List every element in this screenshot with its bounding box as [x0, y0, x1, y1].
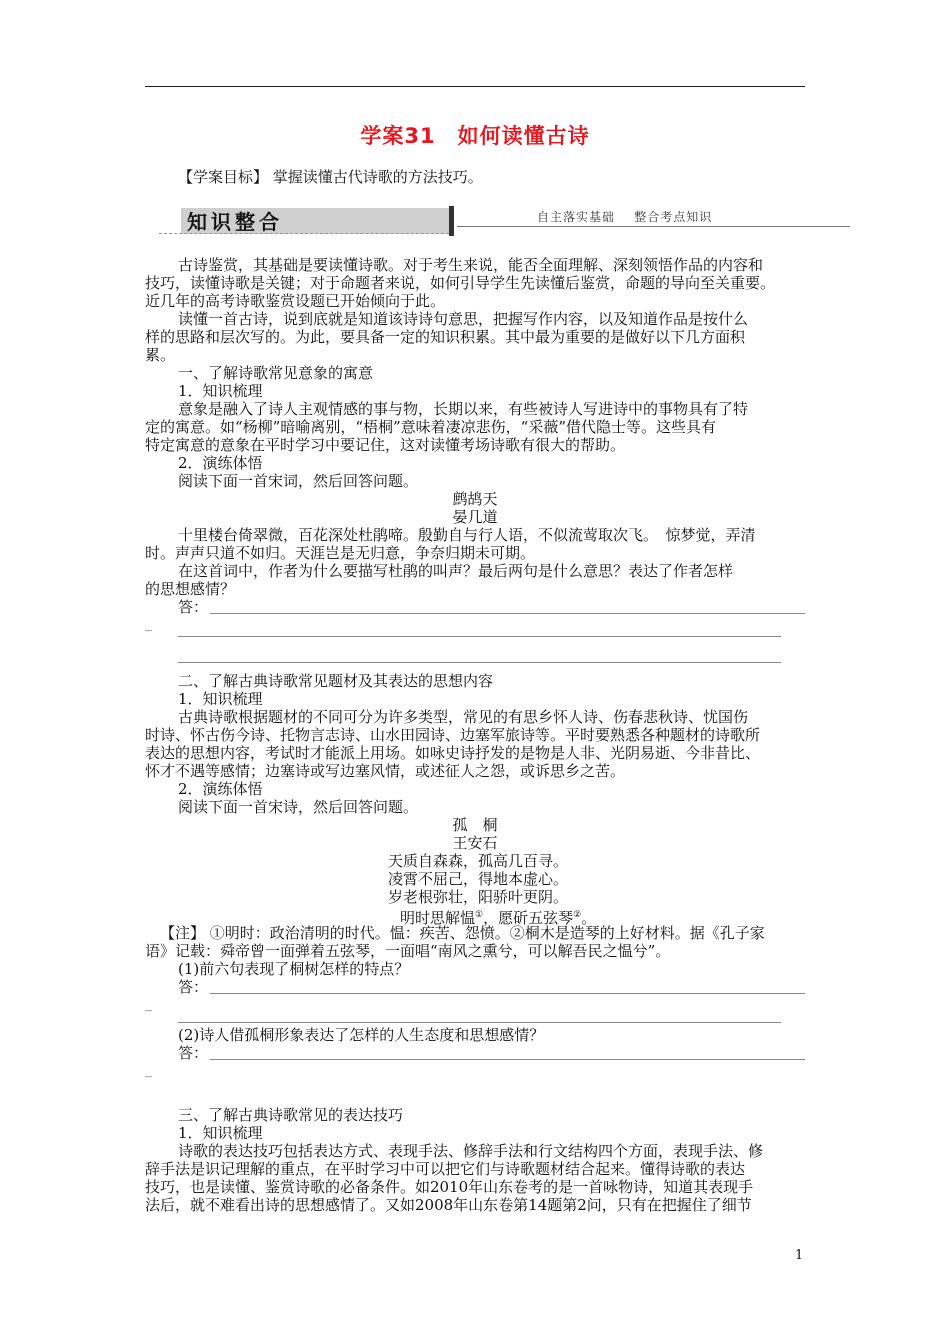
body-line: 诗歌的表达技巧包括表达方式、表现手法、修辞手法和行文结构四个方面，表现手法、修	[178, 1142, 764, 1160]
intro-line: 读懂一首古诗，说到底就是知道该诗诗句意思，把握写作内容，以及知道作品是按什么	[178, 310, 749, 328]
intro-line: 样的思路和层次写的。为此，要具备一定的知识积累。其中最为重要的是做好以下几方面积	[145, 328, 746, 346]
footnote-mark: ②	[573, 910, 582, 920]
intro-line: 累。	[145, 346, 176, 364]
subheading: 2．演练体悟	[178, 780, 263, 798]
exercise-prompt: 阅读下面一首宋诗，然后回答问题。	[178, 798, 419, 816]
answer-line[interactable]	[178, 1022, 781, 1023]
intro-line: 近几年的高考诗歌鉴赏设题已开始倾向于此。	[145, 292, 446, 310]
section-heading: 三、了解古典诗歌常见的表达技巧	[178, 1106, 404, 1124]
subheading: 1．知识梳理	[178, 690, 263, 708]
poem-line: 时。声声只道不如归。天涯岂是无归意，争奈归期未可期。	[145, 544, 536, 562]
question-line: (2)诗人借孤桐形象表达了怎样的人生态度和思想感情？	[178, 1026, 545, 1044]
banner-dotted-rule	[159, 233, 449, 234]
answer-dash: _	[145, 616, 152, 632]
answer-line[interactable]	[210, 613, 805, 614]
banner-subtitle: 自主落实基础 整合考点知识	[537, 210, 713, 224]
banner-title: 知识整合	[187, 210, 283, 234]
poem-title: 孤 桐	[452, 816, 498, 834]
question-line: (1)前六句表现了桐树怎样的特点？	[178, 960, 410, 978]
page-number: 1	[795, 1248, 804, 1263]
answer-line[interactable]	[178, 662, 781, 663]
section-banner	[145, 200, 850, 240]
body-line: 法后，就不难看出诗的思想感情了。又如2008年山东卷第14题第2问，只有在把握住了细节	[145, 1196, 752, 1214]
header-rule	[145, 86, 805, 87]
body-line: 辞手法是识记理解的重点，在平时学习中可以把它们与诗歌题材结合起来。懂得诗歌的表达	[145, 1160, 746, 1178]
answer-line[interactable]	[210, 1059, 805, 1060]
answer-dash: _	[145, 996, 152, 1012]
answer-label: 答：	[178, 1044, 209, 1062]
section-heading: 一、了解诗歌常见意象的寓意	[178, 364, 374, 382]
answer-line[interactable]	[178, 636, 781, 637]
question-line: 在这首词中，作者为什么要描写杜鹃的叫声？最后两句是什么意思？表达了作者怎样	[178, 562, 734, 580]
poem-author: 王安石	[452, 834, 498, 852]
body-line: 特定寓意的意象在平时学习中要记住，这对读懂考场诗歌有很大的帮助。	[145, 436, 626, 454]
poem-fragment: 明时思解愠	[400, 909, 476, 927]
body-line: 古典诗歌根据题材的不同可分为许多类型，常见的有思乡怀人诗、伤春悲秋诗、忧国伤	[178, 708, 749, 726]
banner-rule	[457, 226, 850, 227]
intro-line: 技巧，读懂诗歌是关键；对于命题者来说，如何引导学生先读懂后鉴赏，命题的导向至关重要。	[145, 274, 776, 292]
answer-label: 答：	[178, 978, 209, 996]
subheading: 1．知识梳理	[178, 1124, 263, 1142]
note-line: 语》记载：舜帝曾一面弹着五弦琴，一面唱“南风之熏兮，可以解吾民之愠兮”。	[145, 942, 671, 960]
subheading: 2．演练体悟	[178, 454, 263, 472]
answer-line[interactable]	[210, 993, 805, 994]
note-line: 【注】 ①明时：政治清明的时代。愠：疾苦、怨愤。②桐木是造琴的上好材料。据《孔子家	[160, 924, 765, 942]
body-line: 定的寓意。如“杨柳”暗喻离别，“梧桐”意味着凄凉悲伤，“采薇”借代隐士等。这些具有	[145, 418, 717, 436]
answer-dash: _	[145, 1062, 152, 1078]
page-title: 学案31 如何读懂古诗	[360, 124, 590, 148]
body-line: 怀才不遇等感情；边塞诗或写边塞风情，或述征人之怨，或诉思乡之苦。	[145, 762, 626, 780]
answer-label: 答：	[178, 598, 209, 616]
poem-fragment: ，愿斫五弦琴	[483, 909, 574, 927]
question-line: 的思想感情？	[145, 580, 236, 598]
footnote-mark: ①	[475, 910, 484, 920]
poem-line: 十里楼台倚翠微，百花深处杜鹃啼。殷勤自与行人语，不似流莺取次飞。 惊梦觉，弄清	[178, 526, 756, 544]
poem-fragment: 。	[581, 909, 597, 927]
body-line: 技巧，也是读懂、鉴赏诗歌的必备条件。如2010年山东卷考的是一首咏物诗，知道其表现手	[145, 1178, 754, 1196]
intro-line: 古诗鉴赏，其基础是要读懂诗歌。对于考生来说，能否全面理解、深刻领悟作品的内容和	[178, 256, 764, 274]
body-line: 意象是融入了诗人主观情感的事与物，长期以来，有些被诗人写进诗中的事物具有了特	[178, 400, 749, 418]
poem-line: 天质自森森，孤高几百寻。	[388, 852, 569, 870]
banner-divider	[449, 206, 454, 236]
subheading: 1．知识梳理	[178, 382, 263, 400]
poem-author: 晏几道	[452, 508, 498, 526]
body-line: 时诗、怀古伤今诗、托物言志诗、山水田园诗、边塞军旅诗等。平时要熟悉各种题材的诗歌所	[145, 726, 761, 744]
learning-goal: 【学案目标】 掌握读懂古代诗歌的方法技巧。	[178, 168, 483, 186]
exercise-prompt: 阅读下面一首宋词，然后回答问题。	[178, 472, 419, 490]
poem-title: 鹧鸪天	[452, 490, 498, 508]
body-line: 表达的思想内容，考试时才能派上用场。如咏史诗抒发的是物是人非、光阴易逝、今非昔比、	[145, 744, 761, 762]
poem-line: 岁老根弥壮，阳骄叶更阴。	[388, 888, 569, 906]
section-heading: 二、了解古典诗歌常见题材及其表达的思想内容	[178, 672, 494, 690]
poem-line: 凌霄不屈己，得地本虚心。	[388, 870, 569, 888]
